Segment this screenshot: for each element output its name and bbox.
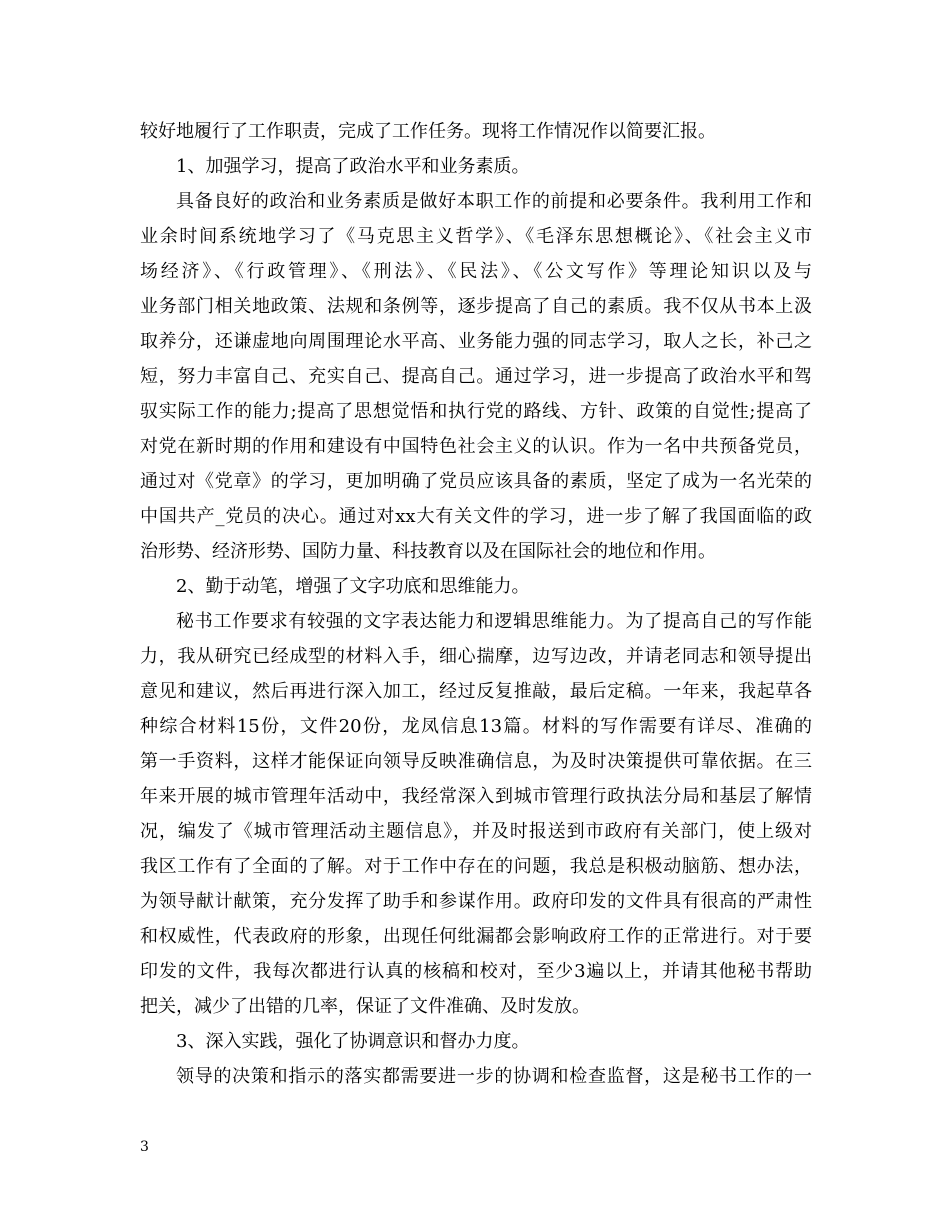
text-line: 和权威性，代表政府的形象，出现任何纰漏都会影响政府工作的正常进行。对于要 — [140, 926, 812, 947]
text-line: 第一手资料，这样才能保证向领导反映准确信息，为及时决策提供可靠依据。在三 — [140, 751, 812, 772]
text-line: 驭实际工作的能力;提高了思想觉悟和执行党的路线、方针、政策的自觉性;提高了 — [140, 401, 812, 422]
text-line: 业务部门相关地政策、法规和条例等，逐步提高了自己的素质。我不仅从书本上汲 — [140, 296, 812, 317]
text-line: 2、勤于动笔，增强了文字功底和思维能力。 — [176, 576, 530, 597]
text-line: 3、深入实践，强化了协调意识和督办力度。 — [176, 1031, 530, 1052]
text-line: 治形势、经济形势、国防力量、科技教育以及在国际社会的地位和作用。 — [140, 541, 716, 562]
page-number: 3 — [140, 1139, 149, 1155]
text-line: 况，编发了《城市管理活动主题信息》，并及时报送到市政府有关部门，使上级对 — [140, 821, 812, 842]
text-line: 我区工作有了全面的了解。对于工作中存在的问题，我总是积极动脑筋、想办法， — [140, 856, 812, 877]
text-line: 较好地履行了工作职责，完成了工作任务。现将工作情况作以简要汇报。 — [140, 121, 716, 142]
text-line: 为领导献计献策，充分发挥了助手和参谋作用。政府印发的文件具有很高的严肃性 — [140, 891, 812, 912]
text-line: 业余时间系统地学习了《马克思主义哲学》、《毛泽东思想概论》、《社会主义市 — [140, 226, 812, 247]
text-line: 对党在新时期的作用和建设有中国特色社会主义的认识。作为一名中共预备党员， — [140, 436, 812, 457]
text-line: 把关，减少了出错的几率，保证了文件准确、及时发放。 — [140, 996, 590, 1017]
text-line: 领导的决策和指示的落实都需要进一步的协调和检查监督，这是秘书工作的一 — [176, 1066, 812, 1087]
text-line: 秘书工作要求有较强的文字表达能力和逻辑思维能力。为了提高自己的写作能 — [176, 611, 812, 632]
text-line: 通过对《党章》的学习，更加明确了党员应该具备的素质，坚定了成为一名光荣的 — [140, 471, 812, 492]
text-line: 年来开展的城市管理年活动中，我经常深入到城市管理行政执法分局和基层了解情 — [140, 786, 812, 807]
text-line: 中国共产_党员的决心。通过对xx大有关文件的学习，进一步了解了我国面临的政 — [140, 506, 812, 527]
text-line: 1、加强学习，提高了政治水平和业务素质。 — [176, 156, 530, 177]
document-body — [140, 114, 812, 1094]
text-line: 印发的文件，我每次都进行认真的核稿和校对，至少3遍以上，并请其他秘书帮助 — [140, 961, 812, 982]
text-line: 场经济》、《行政管理》、《刑法》、《民法》、《公文写作》等理论知识以及与 — [140, 261, 812, 282]
text-line: 取养分，还谦虚地向周围理论水平高、业务能力强的同志学习，取人之长，补己之 — [140, 331, 812, 352]
text-line: 意见和建议，然后再进行深入加工，经过反复推敲，最后定稿。一年来，我起草各 — [140, 681, 812, 702]
text-line: 短，努力丰富自己、充实自己、提高自己。通过学习，进一步提高了政治水平和驾 — [140, 366, 812, 387]
text-line: 种综合材料15份，文件20份，龙凤信息13篇。材料的写作需要有详尽、准确的 — [140, 716, 812, 737]
text-line: 力，我从研究已经成型的材料入手，细心揣摩，边写边改，并请老同志和领导提出 — [140, 646, 812, 667]
text-line: 具备良好的政治和业务素质是做好本职工作的前提和必要条件。我利用工作和 — [176, 191, 812, 212]
